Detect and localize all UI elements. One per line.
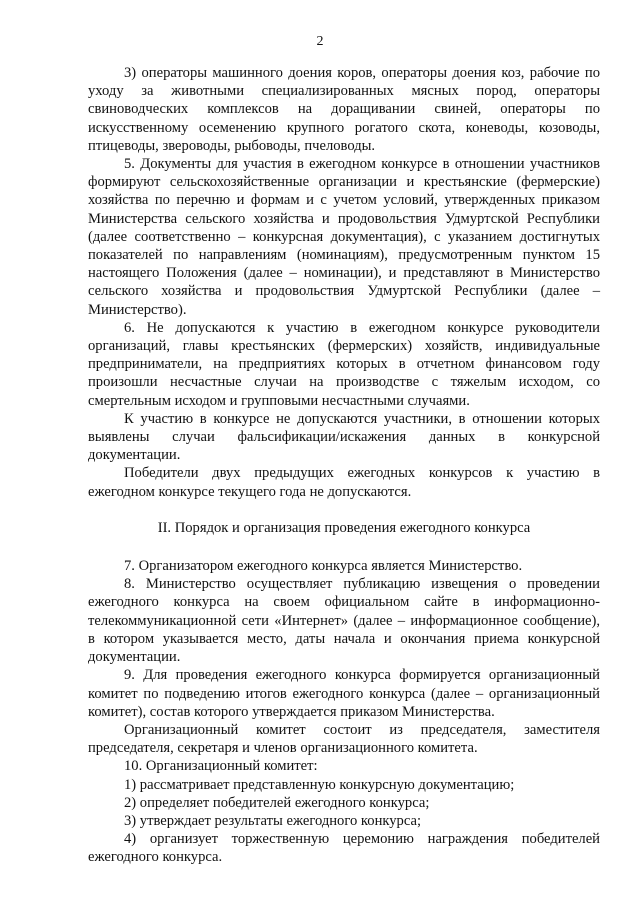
list-item-1: 1) рассматривает представленную конкурсную документацию; — [124, 776, 515, 793]
paragraph-previous-winners: Победители двух предыдущих ежегодных конкурсов к участию в ежегодном конкурсе текущего года не допускаются. — [88, 465, 600, 500]
paragraph-clause-5: 5. Документы для участия в ежегодном конкурсе в отношении участников формируют сельскохозяйственные организации и крестьянские (фермерские) хозяйства по перечню и формам и с учетом условий, утвержденных приказом Министерства сельского хозяйства и продовольствия Удмуртской Республики (далее соответственно – конкурсная документация), с указанием достигнутых показателей по направлениям (номинациям), предусмотренным пунктом 15 настоящего Положения (далее – номинации), и представляют в Министерство сельского хозяйства и продовольствия Удмуртской Республики (далее – Министерство). — [88, 156, 600, 318]
list-item-3: 3) утверждает результаты ежегодного конкурса; — [124, 812, 422, 829]
document-body — [88, 64, 600, 867]
page-number: 2 — [316, 34, 324, 49]
list-item-4: 4) организует торжественную церемонию награждения победителей ежегодного конкурса. — [88, 831, 600, 866]
paragraph-clause-7: 7. Организатором ежегодного конкурса является Министерство. — [124, 558, 523, 575]
section-heading: II. Порядок и организация проведения ежегодного конкурса — [157, 519, 531, 536]
paragraph-item-3: 3) операторы машинного доения коров, операторы доения коз, рабочие по уходу за животными специализированных мясных пород, операторы свиноводческих комплексов на доращивании свиней, операторы по искусственному осеменению крупного рогатого скота, коневоды, козоводы, птицеводы, звероводы, рыбоводы, пчеловоды. — [88, 65, 600, 154]
paragraph-clause-9: 9. Для проведения ежегодного конкурса формируется организационный комитет по подведению итогов ежегодного конкурса (далее – организационный комитет), состав которого утверждается приказом Министерства. — [88, 667, 600, 720]
paragraph-clause-6: 6. Не допускаются к участию в ежегодном конкурсе руководители организаций, главы крестьянских (фермерских) хозяйств, индивидуальные предприниматели, на предприятиях которых в отчетном финансовом году произошли несчастные случаи на производстве с тяжелым исходом, со смертельным исходом и групповыми несчастными случаями. — [88, 319, 600, 409]
list-item-2: 2) определяет победителей ежегодного конкурса; — [124, 794, 430, 811]
paragraph-clause-8: 8. Министерство осуществляет публикацию извещения о проведении ежегодного конкурса на своем официальном сайте в информационно-телекоммуникационной сети «Интернет» (далее – информационное сообщение), в котором указывается место, даты начала и окончания приема конкурсной документации. — [88, 576, 600, 666]
paragraph-falsification: К участию в конкурсе не допускаются участники, в отношении которых выявлены случаи фальсификации/искажения данных в конкурсной документации. — [88, 410, 600, 464]
paragraph-clause-10: 10. Организационный комитет: — [124, 758, 318, 775]
paragraph-committee-composition: Организационный комитет состоит из председателя, заместителя председателя, секретаря и членов организационного комитета. — [88, 721, 600, 757]
